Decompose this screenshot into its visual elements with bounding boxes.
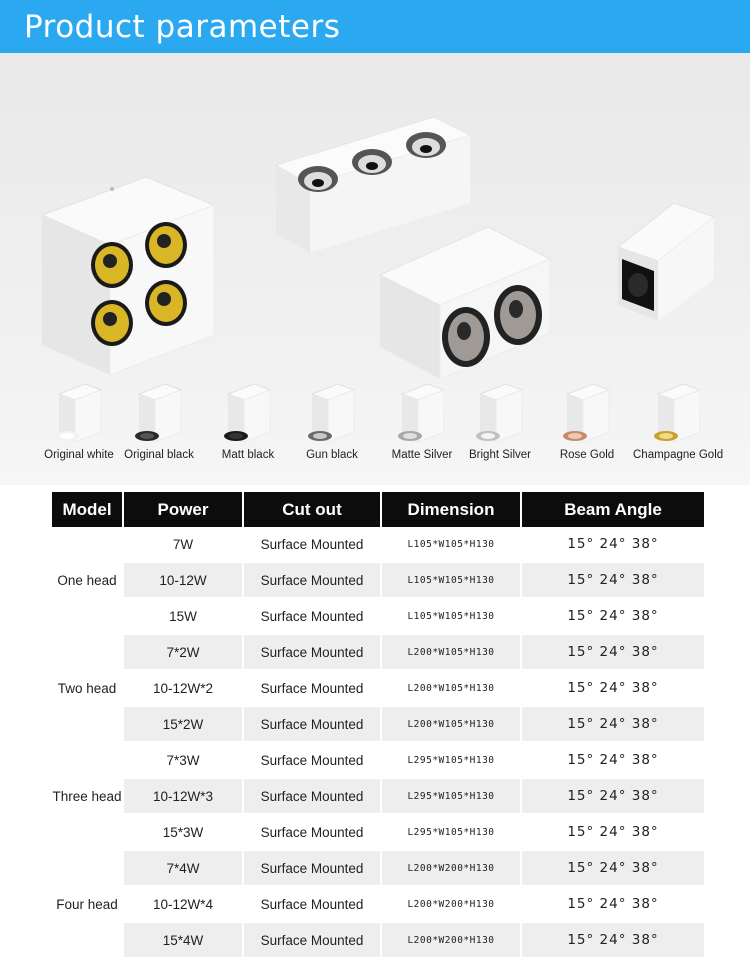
model-cell: Three head [52,743,122,851]
table-row [52,707,704,743]
power-cell: 10-12W*3 [124,779,242,815]
table-row [52,779,704,815]
dimension-cell: L200*W105*H130 [382,671,520,707]
cut-out-cell: Surface Mounted [244,635,380,671]
table-row [52,563,704,599]
page-title: Product parameters [24,9,341,45]
model-cell: Two head [52,635,122,743]
finish-swatch-icon [652,380,704,446]
table-row [52,671,704,707]
finish-label: Matt black [221,449,275,461]
dimension-cell: L200*W200*H130 [382,923,520,959]
table-row [52,527,704,563]
finish-label: Original white [44,449,114,461]
beam-angle-cell: 15° 24° 38° [522,815,704,851]
dimension-cell: L295*W105*H130 [382,815,520,851]
cut-out-cell: Surface Mounted [244,527,380,563]
finish-swatch [34,380,124,461]
finish-label: Original black [124,449,194,461]
cut-out-cell: Surface Mounted [244,671,380,707]
finish-swatch [377,380,467,461]
dimension-cell: L105*W105*H130 [382,527,520,563]
title-banner [0,0,750,53]
finish-swatch-icon [561,380,613,446]
one-head-light-image [614,201,718,323]
cut-out-cell: Surface Mounted [244,563,380,599]
power-cell: 10-12W*4 [124,887,242,923]
power-cell: 15W [124,599,242,635]
cut-out-cell: Surface Mounted [244,743,380,779]
finish-swatch-icon [133,380,185,446]
finish-swatch-icon [396,380,448,446]
finish-swatch [633,380,723,461]
cut-out-cell: Surface Mounted [244,707,380,743]
beam-angle-cell: 15° 24° 38° [522,599,704,635]
finish-swatch-icon [53,380,105,446]
cut-out-cell: Surface Mounted [244,815,380,851]
beam-angle-cell: 15° 24° 38° [522,635,704,671]
table-row [52,635,704,671]
power-cell: 15*2W [124,707,242,743]
table-header-row [52,492,704,527]
finish-label: Bright Silver [469,449,531,461]
dimension-cell: L295*W105*H130 [382,743,520,779]
table-row [52,815,704,851]
model-cell: One head [52,527,122,635]
table-row [52,851,704,887]
finish-swatch-icon [474,380,526,446]
beam-angle-cell: 15° 24° 38° [522,707,704,743]
dimension-cell: L200*W105*H130 [382,707,520,743]
beam-angle-cell: 15° 24° 38° [522,923,704,959]
table-row [52,599,704,635]
power-cell: 7*4W [124,851,242,887]
finish-swatch [455,380,545,461]
power-cell: 7W [124,527,242,563]
beam-angle-cell: 15° 24° 38° [522,851,704,887]
finish-label: Rose Gold [559,449,615,461]
cut-out-cell: Surface Mounted [244,851,380,887]
dimension-cell: L200*W200*H130 [382,887,520,923]
power-cell: 7*2W [124,635,242,671]
column-header-dimension: Dimension [382,492,520,527]
column-header-cut-out: Cut out [244,492,380,527]
finish-label: Matte Silver [391,449,453,461]
finish-label: Champagne Gold [633,449,724,461]
table-row [52,887,704,923]
finish-swatch [114,380,204,461]
beam-angle-cell: 15° 24° 38° [522,563,704,599]
finish-swatch-icon [222,380,274,446]
table-row [52,923,704,959]
finish-swatch [542,380,632,461]
cut-out-cell: Surface Mounted [244,923,380,959]
dimension-cell: L200*W105*H130 [382,635,520,671]
finish-swatch [203,380,293,461]
four-head-light-image [38,175,218,395]
column-header-power: Power [124,492,242,527]
column-header-model: Model [52,492,122,527]
beam-angle-cell: 15° 24° 38° [522,527,704,563]
power-cell: 15*4W [124,923,242,959]
finish-swatch [287,380,377,461]
power-cell: 15*3W [124,815,242,851]
product-photo [0,53,750,485]
power-cell: 7*3W [124,743,242,779]
cut-out-cell: Surface Mounted [244,599,380,635]
beam-angle-cell: 15° 24° 38° [522,779,704,815]
power-cell: 10-12W*2 [124,671,242,707]
cut-out-cell: Surface Mounted [244,887,380,923]
power-cell: 10-12W [124,563,242,599]
beam-angle-cell: 15° 24° 38° [522,743,704,779]
table-row [52,743,704,779]
dimension-cell: L295*W105*H130 [382,779,520,815]
two-head-light-image [378,225,554,381]
column-header-beam-angle: Beam Angle [522,492,704,527]
beam-angle-cell: 15° 24° 38° [522,671,704,707]
parameters-table [50,492,706,959]
finish-swatch-icon [306,380,358,446]
cut-out-cell: Surface Mounted [244,779,380,815]
dimension-cell: L105*W105*H130 [382,563,520,599]
dimension-cell: L200*W200*H130 [382,851,520,887]
model-cell: Four head [52,851,122,959]
dimension-cell: L105*W105*H130 [382,599,520,635]
beam-angle-cell: 15° 24° 38° [522,887,704,923]
finish-label: Gun black [306,449,358,461]
